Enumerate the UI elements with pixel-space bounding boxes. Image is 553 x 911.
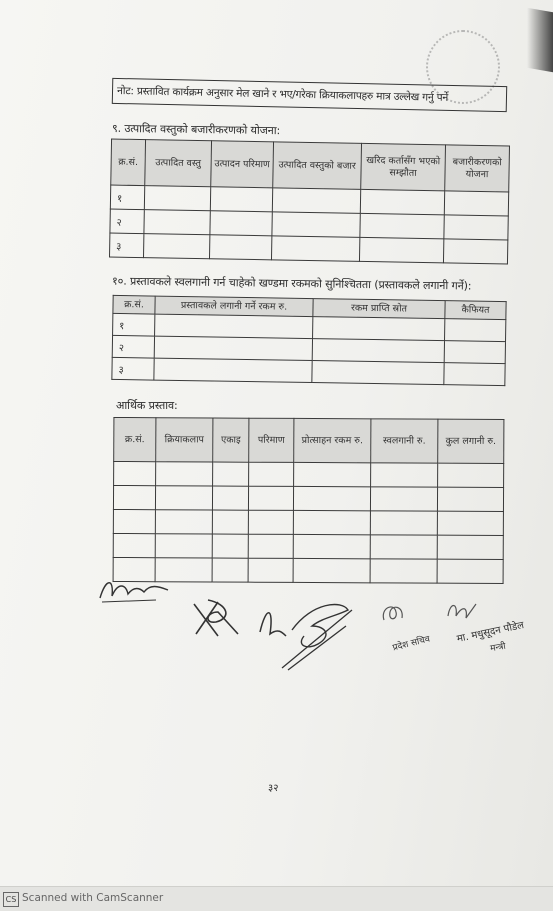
row-serial: २	[110, 209, 144, 234]
col-header-serial: क्र.सं.	[111, 139, 146, 186]
row-serial: १	[113, 313, 155, 336]
table-row	[113, 533, 503, 559]
table-row	[113, 509, 503, 535]
section9-heading: ९. उत्पादित वस्तुको बजारीकरणको योजना:	[111, 121, 281, 138]
col-header-serial: क्र.सं.	[113, 295, 155, 314]
col-header-serial: क्र.सं.	[114, 417, 156, 461]
note-text: नोट: प्रस्तावित कार्यक्रम अनुसार मेल खाने र भए/गरेका क्रियाकलापहरु मात्र उल्लेख गर्नु पर्ने	[116, 84, 449, 104]
col-header-agreement: खरिद कर्तासँग भएको सम्झौता	[361, 143, 446, 190]
minister-title: मन्त्री	[489, 641, 507, 655]
scanner-watermark-text: Scanned with CamScanner	[22, 892, 164, 904]
col-header-incentive: प्रोत्साहन रकम रु.	[294, 418, 371, 462]
table-row	[114, 461, 504, 487]
col-header-plan: बजारीकरणको योजना	[445, 145, 510, 192]
col-header-remarks: कैफियत	[445, 301, 506, 320]
minister-name: मा. मधुसूदन पौडेल	[455, 619, 525, 645]
col-header-source: रकम प्राप्ति स्रोत	[313, 299, 445, 319]
row-serial: ३	[110, 233, 144, 258]
row-serial: २	[112, 335, 154, 358]
page-edge-shadow	[527, 8, 553, 73]
scanner-footer	[0, 886, 553, 911]
page-number: ३२	[268, 783, 279, 794]
row-serial: १	[110, 185, 144, 210]
marketing-plan-table	[109, 139, 510, 265]
col-header-self-investment: स्वलगानी रु.	[371, 419, 438, 463]
camscanner-logo-icon: CS	[3, 892, 19, 907]
signature-5	[444, 598, 480, 624]
section10-heading: १०. प्रस्तावकले स्वलगानी गर्न चाहेको खण्डमा रकमको सुनिश्चितता (प्रस्तावकले लगानी गर्ने):	[111, 274, 472, 293]
col-header-quantity: उत्पादन परिमाण	[211, 141, 274, 188]
financial-proposal-table	[113, 417, 505, 584]
signature-2	[188, 594, 244, 642]
col-header-quantity: परिमाण	[249, 418, 294, 462]
self-investment-table	[111, 295, 506, 386]
secretary-label: प्रदेश सचिव	[391, 634, 432, 654]
signature-3	[252, 596, 360, 676]
col-header-unit: एकाइ	[213, 418, 249, 462]
signature-1	[96, 570, 176, 610]
col-header-product: उत्पादित वस्तु	[145, 140, 212, 187]
col-header-market: उत्पादित वस्तुको बजार	[273, 142, 362, 190]
row-serial: ३	[112, 357, 154, 380]
table-row	[113, 485, 503, 511]
signature-4	[378, 600, 408, 628]
col-header-activity: क्रियाकलाप	[156, 418, 213, 462]
col-header-investment-amount: प्रस्तावकले लगानी गर्ने रकम रु.	[155, 296, 313, 316]
financial-heading: आर्थिक प्रस्ताव:	[116, 399, 178, 412]
col-header-total: कुल लगानी रु.	[438, 419, 504, 463]
